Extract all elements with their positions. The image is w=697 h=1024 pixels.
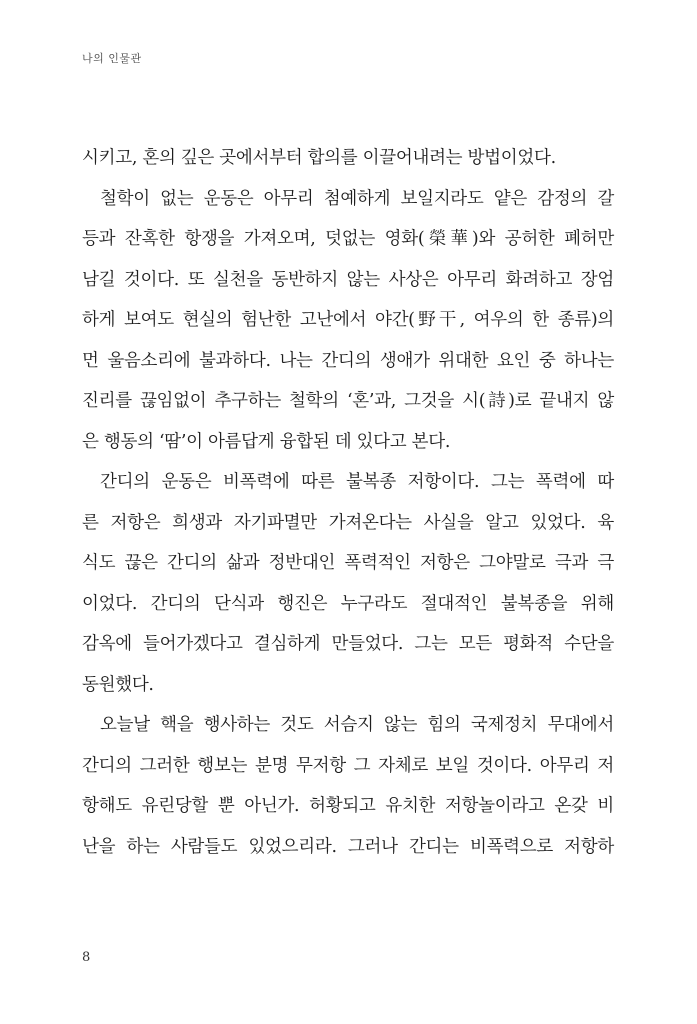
text-line: 른 저항은 희생과 자기파멸만 가져온다는 사실을 알고 있었다. 육 xyxy=(82,512,614,533)
text-line: 이었다. 간디의 단식과 행진은 누구라도 절대적인 불복종을 위해 xyxy=(82,593,614,614)
body-text xyxy=(82,138,614,867)
text-line: 동원했다. xyxy=(82,674,154,695)
text-line: 항해도 유린당할 뿐 아닌가. 허황되고 유치한 저항놀이라고 온갖 비 xyxy=(82,796,614,816)
text-line: 감옥에 들어가겠다고 결심하게 만들었다. 그는 모든 평화적 수단을 xyxy=(82,634,614,654)
text-line: 철학이 없는 운동은 아무리 첨예하게 보일지라도 얕은 감정의 갈 xyxy=(100,188,614,209)
text-line: 하게 보여도 현실의 험난한 고난에서 야간(野干, 여우의 한 종류)의 xyxy=(82,310,614,330)
text-line: 먼 울음소리에 불과하다. 나는 간디의 생애가 위대한 요인 중 하나는 xyxy=(82,350,614,371)
text-line: 은 행동의 ‘땀’이 아름답게 융합된 데 있다고 본다. xyxy=(82,431,451,452)
running-header: 나의 인물관 xyxy=(82,52,142,65)
text-line: 시키고, 혼의 깊은 곳에서부터 합의를 이끌어내려는 방법이었다. xyxy=(82,148,556,168)
text-line: 난을 하는 사람들도 있었으리라. 그러나 간디는 비폭력으로 저항하 xyxy=(82,836,614,857)
text-line: 오늘날 핵을 행사하는 것도 서슴지 않는 힘의 국제정치 무대에서 xyxy=(100,715,614,735)
text-line: 남길 것이다. 또 실천을 동반하지 않는 사상은 아무리 화려하고 장엄 xyxy=(82,269,614,290)
text-line: 간디의 운동은 비폭력에 따른 불복종 저항이다. 그는 폭력에 따 xyxy=(100,472,614,492)
text-line: 간디의 그러한 행보는 분명 무저항 그 자체로 보일 것이다. 아무리 저 xyxy=(82,755,614,776)
text-line: 진리를 끊임없이 추구하는 철학의 ‘혼’과, 그것을 시(詩)로 끝내지 않 xyxy=(82,391,614,411)
text-line: 식도 끊은 간디의 삶과 정반대인 폭력적인 저항은 그야말로 극과 극 xyxy=(82,553,614,573)
text-line: 등과 잔혹한 항쟁을 가져오며, 덧없는 영화(榮華)와 공허한 폐허만 xyxy=(82,229,614,249)
page-number: 8 xyxy=(82,950,91,965)
